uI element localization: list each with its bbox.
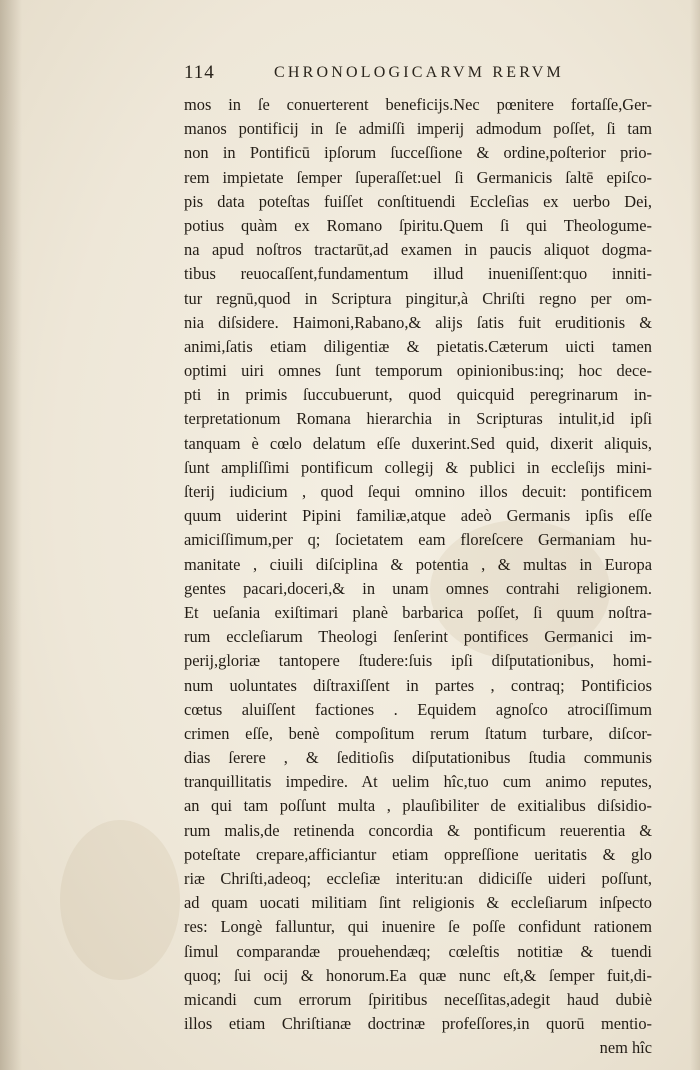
text-line: gentes pacari,doceri,& in unam omnes contrahi religionem. xyxy=(184,578,652,598)
text-line: mos in ſe conuerterent beneficijs.Nec pœnitere fortaſſe,Ger- xyxy=(184,95,652,114)
text-line: ſterij iudicium , quod ſequi omnino illos decuit: pontificem xyxy=(184,482,652,501)
text-line: quum uiderint Pipini familiæ,atque adeò Germanis ipſis eſſe xyxy=(184,506,652,526)
text-line: ad quam uocati militiam ſint religionis & eccleſiarum inſpecto xyxy=(184,893,652,913)
running-head-title: CHRONOLOGICARVM RERVM xyxy=(274,64,564,81)
text-line: na apud noſtros tractarūt,ad examen in paucis aliquot dogma- xyxy=(184,240,652,260)
gutter-shadow xyxy=(0,0,22,1070)
text-line: tanquam è cœlo delatum eſſe duxerint.Sed quid, dixerit aliquis, xyxy=(184,433,652,453)
running-head xyxy=(184,62,614,88)
text-line: potius quàm ex Romano ſpiritu.Quem ſi qui Theologume- xyxy=(184,215,652,235)
catchword-line: nem hîc xyxy=(599,1038,652,1058)
text-line: cœtus aluiſſent factiones . Equidem agnoſco atrociſſimum xyxy=(184,699,652,719)
text-line: rum malis,de retinenda concordia & pontificum reuerentia & xyxy=(184,820,652,840)
text-line: amiciſſimum,per q; ſocietatem eam floreſcere Germaniam hu- xyxy=(184,530,652,550)
text-line: an qui tam poſſunt multa , plauſibiliter de exitialibus diſsidio- xyxy=(184,796,652,816)
page-edge xyxy=(690,0,700,1070)
paper-stain xyxy=(60,820,180,980)
text-line: illos etiam Chriſtianæ doctrinæ profeſſores,in quorū mentio- xyxy=(184,1014,652,1034)
text-line: rum eccleſiarum Theologi ſenſerint pontifices Germanici im- xyxy=(184,627,652,647)
text-line: num uoluntates diſtraxiſſent in partes , contraq; Pontificios xyxy=(184,675,652,695)
text-line: micandi cum errorum ſpiritibus neceſſitas,adegit haud dubiè xyxy=(184,989,652,1009)
text-line: nia diſsidere. Haimoni,Rabano,& alijs ſatis fuit eruditionis & xyxy=(184,312,652,332)
text-line: quoq; ſui ocij & honorum.Ea quæ nunc eſt,& ſemper fuit,di- xyxy=(184,965,652,985)
text-line: manitate , ciuili diſciplina & potentia , & multas in Europa xyxy=(184,554,652,574)
text-line: rem impietate ſemper ſuperaſſet:uel ſi Germanicis ſaltē epiſco- xyxy=(184,167,652,187)
text-line: terpretationum Romana hierarchia in Scripturas intulit,id ipſi xyxy=(184,409,652,429)
text-line: tranquillitatis impedire. At uelim hîc,tuo cum animo reputes, xyxy=(184,772,652,792)
text-line: tur regnū,quod in Scriptura pingitur,à Chriſti regno per om- xyxy=(184,288,652,308)
page-number: 114 xyxy=(184,62,215,83)
text-line: optimi uiri omnes ſunt temporum opinionibus:inq; hoc dece- xyxy=(184,361,652,381)
text-line: non in Pontificū ipſorum ſucceſſione & ordine,poſterior prio- xyxy=(184,143,652,163)
text-line: riæ Chriſti,adeoq; eccleſiæ interitu:an didiciſſe uideri poſſunt, xyxy=(184,869,652,888)
text-line: manos pontificij in ſe admiſſi imperij admodum poſſet, ſi tam xyxy=(184,119,652,139)
text-line: pti in primis ſuccubuerunt, quod quicquid peregrinarum in- xyxy=(184,385,652,405)
text-line: tibus reuocaſſent,fundamentum illud inueniſſent:quo inniti- xyxy=(184,264,652,284)
text-line: Et ueſania exiſtimari planè barbarica poſſet, ſi quum noſtra- xyxy=(184,602,652,622)
text-line: res: Longè falluntur, qui inuenire ſe poſſe confidunt rationem xyxy=(184,917,652,937)
text-line: animi,ſatis etiam diligentiæ & pietatis.Cæterum uicti tamen xyxy=(184,336,652,356)
text-line: ſunt ampliſſimi pontificum collegij & publici in eccleſijs mini- xyxy=(184,457,652,477)
text-line: pis data poteſtas fuiſſet conſtituendi Eccleſias ex uerbo Dei, xyxy=(184,191,652,211)
text-line: perij,gloriæ tantopere ſtudere:ſuis ipſi diſputationibus, homi- xyxy=(184,651,652,671)
body-text xyxy=(184,93,652,1061)
text-line: dias ſerere , & ſeditioſis diſputationibus ſtudia communis xyxy=(184,748,652,768)
text-line: ſimul comparandæ prouehendæq; cœleſtis notitiæ & tuendi xyxy=(184,941,652,961)
text-line: poteſtate crepare,afficiantur etiam oppreſſione ueritatis & glo xyxy=(184,844,652,864)
text-line: crimen eſſe, benè compoſitum rerum ſtatum turbare, diſcor- xyxy=(184,723,652,743)
